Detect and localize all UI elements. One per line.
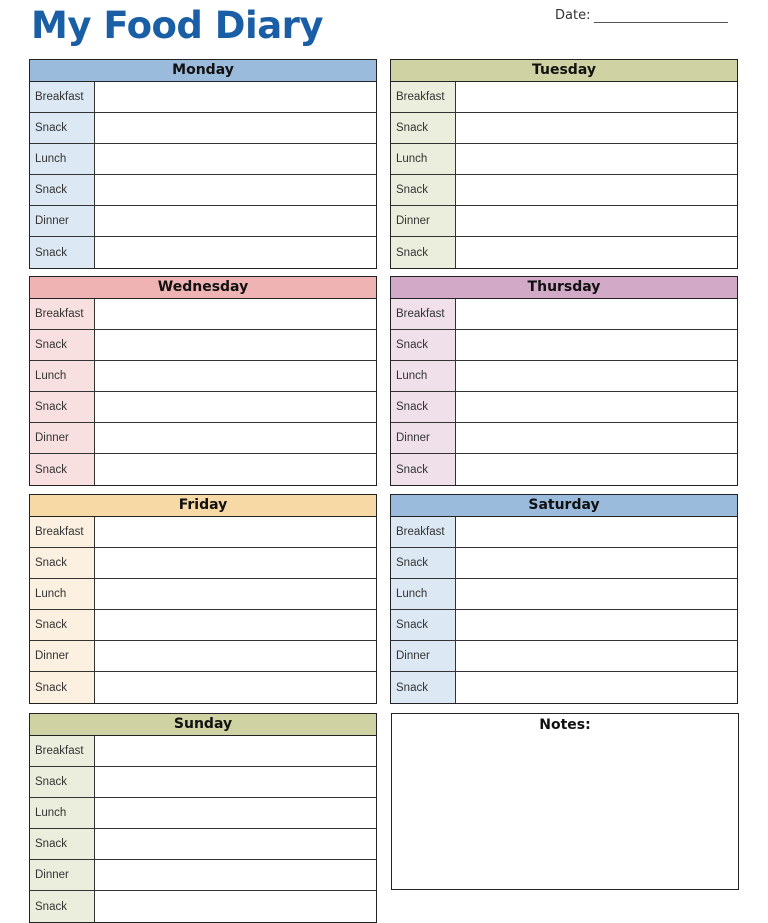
meal-label: Snack: [30, 610, 95, 640]
meal-entry-input[interactable]: [456, 610, 737, 640]
meal-label: Snack: [391, 330, 456, 360]
day-block-friday: [29, 494, 377, 704]
meal-entry-input[interactable]: [95, 672, 376, 703]
meal-label: Lunch: [30, 798, 95, 828]
meal-row-breakfast: [391, 517, 737, 548]
meal-label: Breakfast: [391, 82, 456, 112]
meal-row-snack: [30, 237, 376, 268]
meal-label: Dinner: [30, 423, 95, 453]
meal-entry-input[interactable]: [456, 392, 737, 422]
meal-row-lunch: [30, 361, 376, 392]
meal-list: [30, 736, 376, 922]
meal-entry-input[interactable]: [95, 175, 376, 205]
meal-label: Snack: [391, 610, 456, 640]
meal-row-dinner: [30, 423, 376, 454]
meal-entry-input[interactable]: [95, 82, 376, 112]
notes-textarea[interactable]: [396, 738, 734, 885]
meal-row-breakfast: [30, 82, 376, 113]
meal-row-breakfast: [391, 299, 737, 330]
meal-entry-input[interactable]: [456, 361, 737, 391]
day-header-saturday: Saturday: [391, 495, 737, 517]
day-block-tuesday: [390, 59, 738, 269]
meal-label: Lunch: [391, 361, 456, 391]
date-field-group: [555, 8, 728, 23]
meal-entry-input[interactable]: [456, 237, 737, 268]
meal-entry-input[interactable]: [95, 548, 376, 578]
day-block-thursday: [390, 276, 738, 486]
meal-entry-input[interactable]: [456, 548, 737, 578]
meal-entry-input[interactable]: [95, 206, 376, 236]
meal-label: Breakfast: [30, 517, 95, 547]
meal-entry-input[interactable]: [95, 144, 376, 174]
meal-entry-input[interactable]: [456, 423, 737, 453]
meal-row-snack: [30, 175, 376, 206]
meal-label: Breakfast: [30, 299, 95, 329]
meal-list: [391, 517, 737, 703]
date-input-line[interactable]: [594, 8, 728, 23]
meal-entry-input[interactable]: [456, 517, 737, 547]
meal-row-snack: [30, 891, 376, 922]
meal-row-snack: [391, 175, 737, 206]
meal-row-dinner: [391, 641, 737, 672]
meal-label: Lunch: [30, 144, 95, 174]
meal-entry-input[interactable]: [95, 299, 376, 329]
meal-label: Snack: [30, 672, 95, 703]
day-header-sunday: Sunday: [30, 714, 376, 736]
day-header-thursday: Thursday: [391, 277, 737, 299]
day-header-tuesday: Tuesday: [391, 60, 737, 82]
meal-label: Dinner: [30, 641, 95, 671]
meal-label: Snack: [30, 891, 95, 922]
meal-row-snack: [391, 548, 737, 579]
meal-entry-input[interactable]: [95, 423, 376, 453]
meal-label: Lunch: [30, 361, 95, 391]
meal-entry-input[interactable]: [95, 767, 376, 797]
meal-entry-input[interactable]: [95, 392, 376, 422]
meal-label: Dinner: [30, 206, 95, 236]
meal-label: Snack: [391, 175, 456, 205]
meal-entry-input[interactable]: [95, 330, 376, 360]
meal-entry-input[interactable]: [456, 672, 737, 703]
meal-row-breakfast: [30, 517, 376, 548]
meal-entry-input[interactable]: [95, 860, 376, 890]
meal-entry-input[interactable]: [95, 237, 376, 268]
meal-label: Snack: [391, 392, 456, 422]
day-block-saturday: [390, 494, 738, 704]
day-header-friday: Friday: [30, 495, 376, 517]
meal-label: Snack: [30, 330, 95, 360]
meal-label: Snack: [391, 454, 456, 485]
meal-label: Snack: [30, 237, 95, 268]
meal-row-snack: [391, 330, 737, 361]
meal-row-dinner: [30, 206, 376, 237]
meal-label: Lunch: [30, 579, 95, 609]
meal-entry-input[interactable]: [456, 454, 737, 485]
meal-row-snack: [391, 672, 737, 703]
meal-entry-input[interactable]: [456, 579, 737, 609]
meal-entry-input[interactable]: [95, 736, 376, 766]
meal-label: Dinner: [391, 641, 456, 671]
meal-list: [391, 82, 737, 268]
meal-entry-input[interactable]: [95, 113, 376, 143]
meal-label: Snack: [30, 548, 95, 578]
meal-label: Breakfast: [391, 517, 456, 547]
meal-row-snack: [391, 237, 737, 268]
meal-row-lunch: [391, 144, 737, 175]
meal-row-snack: [30, 610, 376, 641]
meal-row-snack: [30, 330, 376, 361]
meal-label: Breakfast: [30, 736, 95, 766]
meal-row-breakfast: [391, 82, 737, 113]
meal-row-snack: [30, 829, 376, 860]
meal-row-lunch: [30, 798, 376, 829]
meal-label: Breakfast: [391, 299, 456, 329]
day-block-monday: [29, 59, 377, 269]
day-header-wednesday: Wednesday: [30, 277, 376, 299]
meal-label: Breakfast: [30, 82, 95, 112]
meal-entry-input[interactable]: [95, 454, 376, 485]
meal-row-lunch: [30, 579, 376, 610]
meal-entry-input[interactable]: [95, 579, 376, 609]
meal-row-breakfast: [30, 736, 376, 767]
meal-entry-input[interactable]: [95, 610, 376, 640]
meal-label: Snack: [30, 454, 95, 485]
meal-row-snack: [391, 610, 737, 641]
meal-entry-input[interactable]: [95, 517, 376, 547]
meal-entry-input[interactable]: [456, 113, 737, 143]
meal-row-dinner: [30, 641, 376, 672]
date-label: Date:: [555, 8, 591, 23]
meal-row-snack: [30, 767, 376, 798]
meal-row-snack: [30, 548, 376, 579]
meal-label: Snack: [30, 175, 95, 205]
meal-label: Lunch: [391, 144, 456, 174]
meal-list: [30, 517, 376, 703]
meal-label: Lunch: [391, 579, 456, 609]
meal-label: Snack: [30, 767, 95, 797]
meal-row-snack: [391, 454, 737, 485]
meal-entry-input[interactable]: [456, 175, 737, 205]
meal-row-dinner: [391, 206, 737, 237]
meal-entry-input[interactable]: [456, 144, 737, 174]
meal-row-snack: [391, 113, 737, 144]
meal-list: [391, 299, 737, 485]
meal-entry-input[interactable]: [456, 330, 737, 360]
meal-entry-input[interactable]: [456, 206, 737, 236]
meal-entry-input[interactable]: [95, 798, 376, 828]
meal-list: [30, 299, 376, 485]
notes-title: Notes:: [539, 717, 591, 733]
meal-list: [30, 82, 376, 268]
meal-label: Snack: [30, 392, 95, 422]
meal-label: Snack: [391, 113, 456, 143]
meal-row-lunch: [30, 144, 376, 175]
meal-entry-input[interactable]: [456, 82, 737, 112]
meal-row-dinner: [30, 860, 376, 891]
meal-entry-input[interactable]: [456, 299, 737, 329]
day-header-monday: Monday: [30, 60, 376, 82]
meal-row-snack: [391, 392, 737, 423]
meal-row-dinner: [391, 423, 737, 454]
day-block-sunday: [29, 713, 377, 923]
meal-label: Dinner: [391, 423, 456, 453]
meal-entry-input[interactable]: [95, 641, 376, 671]
meal-label: Dinner: [391, 206, 456, 236]
meal-row-breakfast: [30, 299, 376, 330]
meal-row-snack: [30, 113, 376, 144]
meal-label: Snack: [391, 672, 456, 703]
meal-label: Snack: [30, 113, 95, 143]
meal-label: Dinner: [30, 860, 95, 890]
meal-row-snack: [30, 392, 376, 423]
meal-entry-input[interactable]: [95, 891, 376, 922]
meal-entry-input[interactable]: [456, 641, 737, 671]
meal-row-lunch: [391, 361, 737, 392]
meal-row-snack: [30, 672, 376, 703]
meal-label: Snack: [391, 548, 456, 578]
meal-entry-input[interactable]: [95, 829, 376, 859]
meal-label: Snack: [391, 237, 456, 268]
meal-label: Snack: [30, 829, 95, 859]
page-title: My Food Diary: [31, 4, 324, 47]
meal-row-snack: [30, 454, 376, 485]
meal-row-lunch: [391, 579, 737, 610]
day-block-wednesday: [29, 276, 377, 486]
notes-box: [391, 713, 739, 890]
meal-entry-input[interactable]: [95, 361, 376, 391]
